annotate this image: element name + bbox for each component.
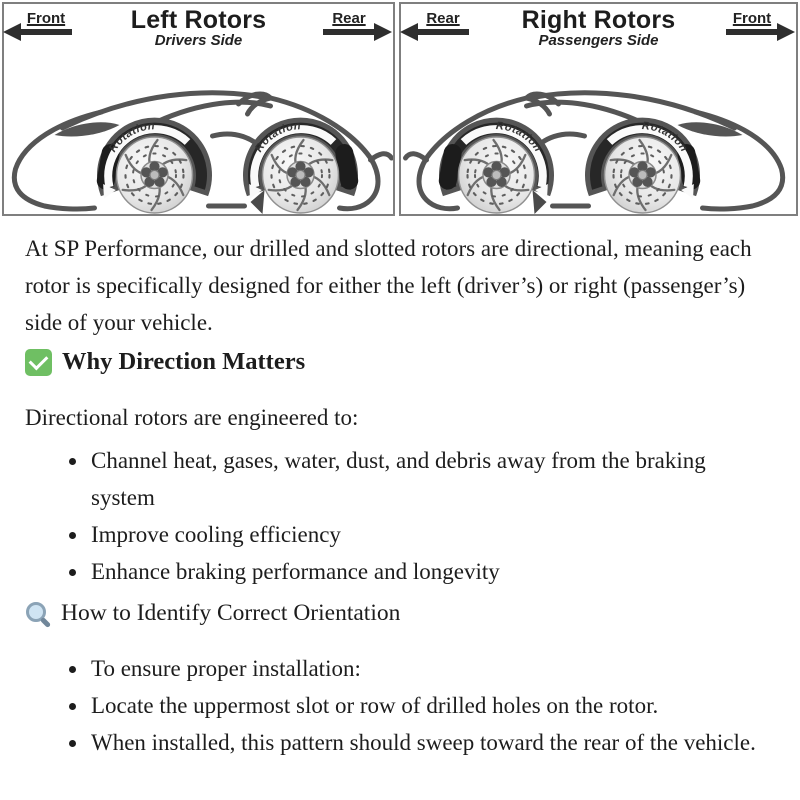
section-heading-why-direction-matters [25, 347, 765, 377]
rear-label: Rear [332, 10, 366, 27]
panel-title: Left Rotors [130, 6, 267, 34]
section-heading-text: How to Identify Correct Orientation [61, 600, 401, 626]
bullet-item: • Enhance braking performance and longevity [89, 553, 765, 590]
rotation-label: Rotation [495, 120, 545, 155]
rotation-label: Rotation [106, 120, 156, 155]
panel-subtitle: Passengers Side [538, 32, 659, 49]
car-illustration-right [401, 42, 796, 214]
magnifying-glass-icon [25, 600, 52, 627]
rotor-direction-diagram [0, 0, 800, 220]
bullet-item: • Improve cooling efficiency [89, 516, 765, 553]
front-label: Front [732, 10, 772, 27]
front-label: Front [26, 10, 66, 27]
bullet-item: • Locate the uppermost slot or row of drilled holes on the rotor. [89, 687, 765, 724]
bullet-item: • When installed, this pattern should sweep toward the rear of the vehicle. [89, 724, 765, 761]
arrow-left-icon [417, 29, 469, 35]
article-body [0, 220, 800, 761]
panel-title: Right Rotors [521, 6, 676, 34]
rear-direction-indicator [323, 11, 375, 35]
front-direction-indicator [726, 11, 778, 35]
left-rotors-panel [2, 2, 395, 216]
section-heading-identify-orientation [25, 598, 765, 628]
rotation-label: Rotation [252, 120, 302, 155]
car-illustration-left [4, 42, 393, 214]
panel-subtitle: Drivers Side [154, 32, 243, 49]
why-bullet-list [25, 442, 765, 590]
arrow-left-icon [20, 29, 72, 35]
rear-direction-indicator [417, 11, 469, 35]
arrow-right-icon [726, 29, 778, 35]
rotation-label: Rotation [641, 120, 691, 155]
section-heading-text: Why Direction Matters [62, 348, 306, 375]
bullet-item: • To ensure proper installation: [89, 650, 765, 687]
rear-label: Rear [426, 10, 460, 27]
intro-paragraph: At SP Performance, our drilled and slotted rotors are directional, meaning each rotor is specifically designed for either the left (driver’s) or right (passenger’s) side of your vehicle. [25, 236, 752, 335]
check-mark-icon [25, 349, 52, 376]
front-direction-indicator [20, 11, 72, 35]
lead-paragraph: Directional rotors are engineered to: [25, 405, 359, 430]
right-rotors-panel [399, 2, 798, 216]
identify-bullet-list [25, 650, 765, 761]
arrow-right-icon [323, 29, 375, 35]
bullet-item: • Channel heat, gases, water, dust, and debris away from the braking system [89, 442, 765, 516]
